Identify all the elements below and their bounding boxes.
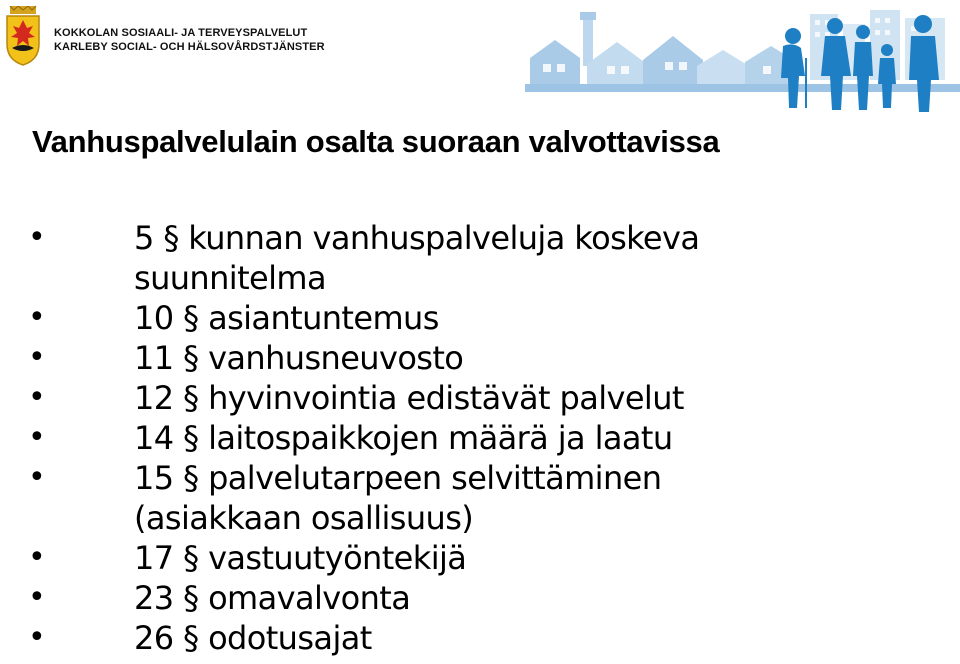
list-item — [0, 618, 960, 658]
list-item-text: 10 § asiantuntemus — [134, 299, 439, 337]
list-item-text: suunnitelma — [134, 259, 326, 297]
list-item — [0, 338, 960, 378]
organization-name-swedish: KARLEBY SOCIAL- OCH HÄLSOVÅRDSTJÄNSTER — [54, 41, 325, 53]
city-and-family-banner-icon — [525, 6, 960, 114]
list-item-text: 12 § hyvinvointia edistävät palvelut — [134, 379, 684, 417]
bullet-marker: • — [28, 540, 46, 575]
bullet-marker: • — [28, 380, 46, 415]
organization-name — [54, 26, 325, 54]
list-item — [0, 298, 960, 338]
bullet-marker: • — [28, 580, 46, 615]
list-item — [0, 418, 960, 458]
list-item-text: 26 § odotusajat — [134, 619, 372, 657]
bullet-marker: • — [28, 420, 46, 455]
list-item-text: 11 § vanhusneuvosto — [134, 339, 464, 377]
organization-logo — [4, 6, 325, 66]
list-item-text: 23 § omavalvonta — [134, 579, 411, 617]
organization-name-finnish: KOKKOLAN SOSIAALI- JA TERVEYSPALVELUT — [54, 27, 308, 39]
bullet-marker: • — [28, 300, 46, 335]
list-item-text: 14 § laitospaikkojen määrä ja laatu — [134, 419, 673, 457]
bullet-list — [0, 218, 960, 658]
coat-of-arms-icon — [4, 6, 42, 66]
list-item-text: 15 § palvelutarpeen selvittäminen — [134, 459, 662, 497]
list-item — [0, 578, 960, 618]
bullet-marker: • — [28, 340, 46, 375]
list-item — [0, 538, 960, 578]
bullet-marker: • — [28, 220, 46, 255]
slide-title: Vanhuspalvelulain osalta suoraan valvottavissa — [32, 124, 720, 159]
list-item-text: 5 § kunnan vanhuspalveluja koskeva — [134, 219, 700, 257]
list-item — [0, 458, 960, 538]
slide-header — [0, 0, 960, 115]
list-item-text: 17 § vastuutyöntekijä — [134, 539, 467, 577]
list-item — [0, 218, 960, 298]
bullet-marker: • — [28, 620, 46, 655]
list-item-text: (asiakkaan osallisuus) — [134, 499, 474, 537]
bullet-marker: • — [28, 460, 46, 495]
list-item — [0, 378, 960, 418]
